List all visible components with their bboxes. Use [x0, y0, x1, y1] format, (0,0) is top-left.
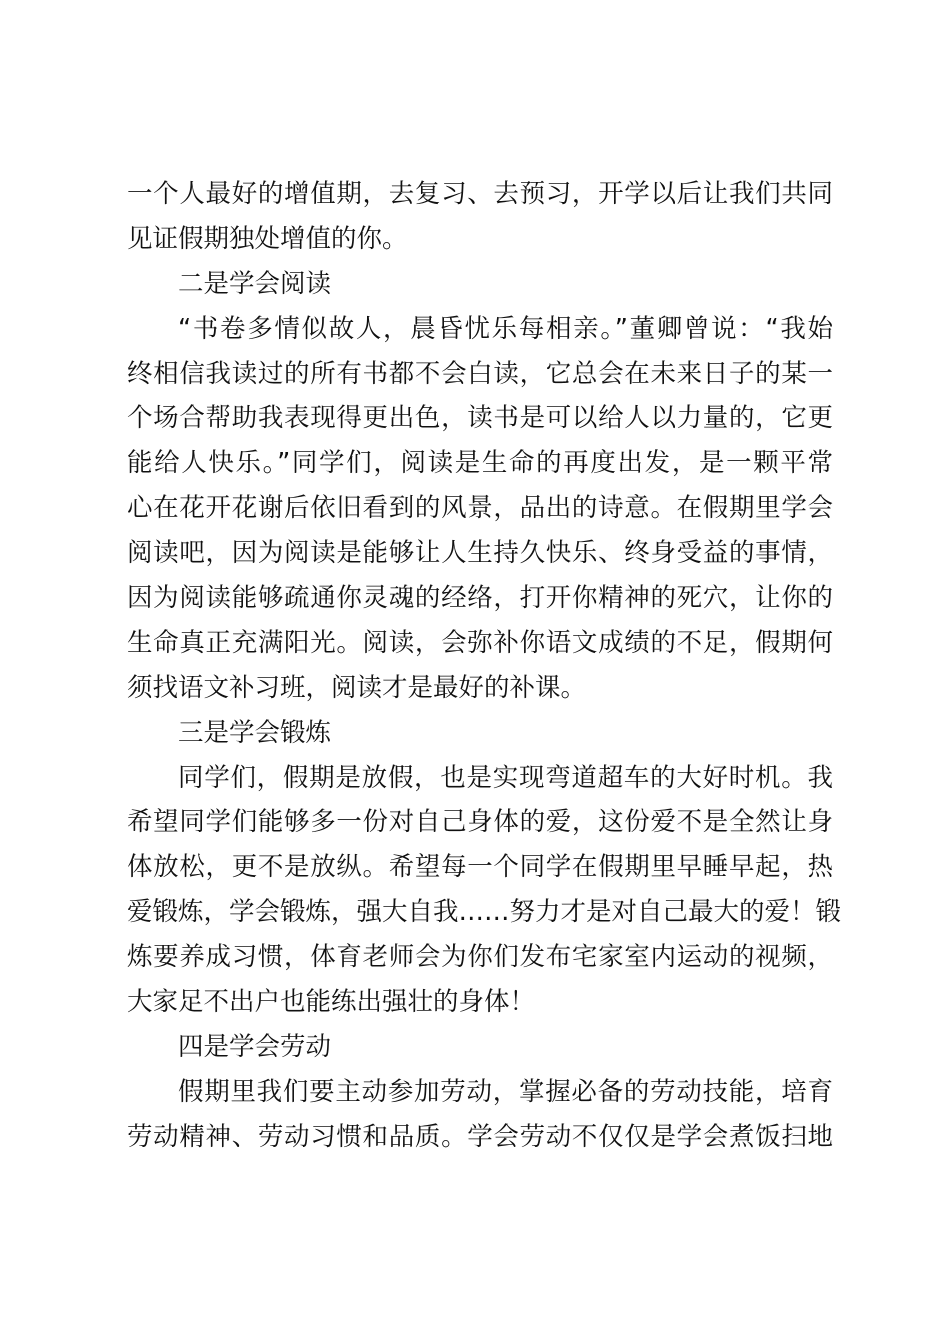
paragraph-line: 炼要养成习惯，体育老师会为你们发布宅家室内运动的视频， [127, 942, 833, 973]
paragraph-line: 阅读吧，因为阅读是能够让人生持久快乐、终身受益的事情， [127, 538, 833, 569]
paragraph-line: 同学们，假期是放假，也是实现弯道超车的大好时机。我 [178, 762, 833, 793]
paragraph-line: 大家足不出户也能练出强壮的身体！ [127, 987, 536, 1018]
paragraph-line: “书卷多情似故人，晨昏忧乐每相亲。”董卿曾说：“我始 [178, 313, 833, 344]
paragraph-line: 体放松，更不是放纵。希望每一个同学在假期里早睡早起，热 [127, 852, 833, 883]
paragraph-line: 终相信我读过的所有书都不会白读，它总会在未来日子的某一 [127, 358, 833, 389]
paragraph-line: 希望同学们能够多一份对自己身体的爱，这份爱不是全然让身 [127, 807, 833, 838]
paragraph-line: 能给人快乐。”同学们，阅读是生命的再度出发，是一颗平常 [127, 448, 833, 479]
section-heading-reading: 二是学会阅读 [178, 268, 332, 299]
section-heading-labor: 四是学会劳动 [178, 1031, 332, 1062]
paragraph-line: 见证假期独处增值的你。 [127, 223, 408, 254]
paragraph-line: 须找语文补习班，阅读才是最好的补课。 [127, 672, 587, 703]
paragraph-line: 一个人最好的增值期，去复习、去预习，开学以后让我们共同 [127, 179, 833, 209]
paragraph-line: 劳动精神、劳动习惯和品质。学会劳动不仅仅是学会煮饭扫地 [127, 1121, 833, 1152]
paragraph-line: 生命真正充满阳光。阅读，会弥补你语文成绩的不足，假期何 [127, 627, 833, 658]
paragraph-line: 因为阅读能够疏通你灵魂的经络，打开你精神的死穴，让你的 [127, 583, 833, 614]
paragraph-line: 个场合帮助我表现得更出色，读书是可以给人以力量的，它更 [127, 403, 833, 434]
document-body [127, 172, 842, 1160]
paragraph-line: 爱锻炼，学会锻炼，强大自我……努力才是对自己最大的爱！锻 [127, 897, 842, 928]
section-heading-exercise: 三是学会锻炼 [178, 717, 332, 748]
paragraph-line: 假期里我们要主动参加劳动，掌握必备的劳动技能，培育 [178, 1076, 833, 1107]
paragraph-line: 心在花开花谢后依旧看到的风景，品出的诗意。在假期里学会 [127, 493, 833, 524]
